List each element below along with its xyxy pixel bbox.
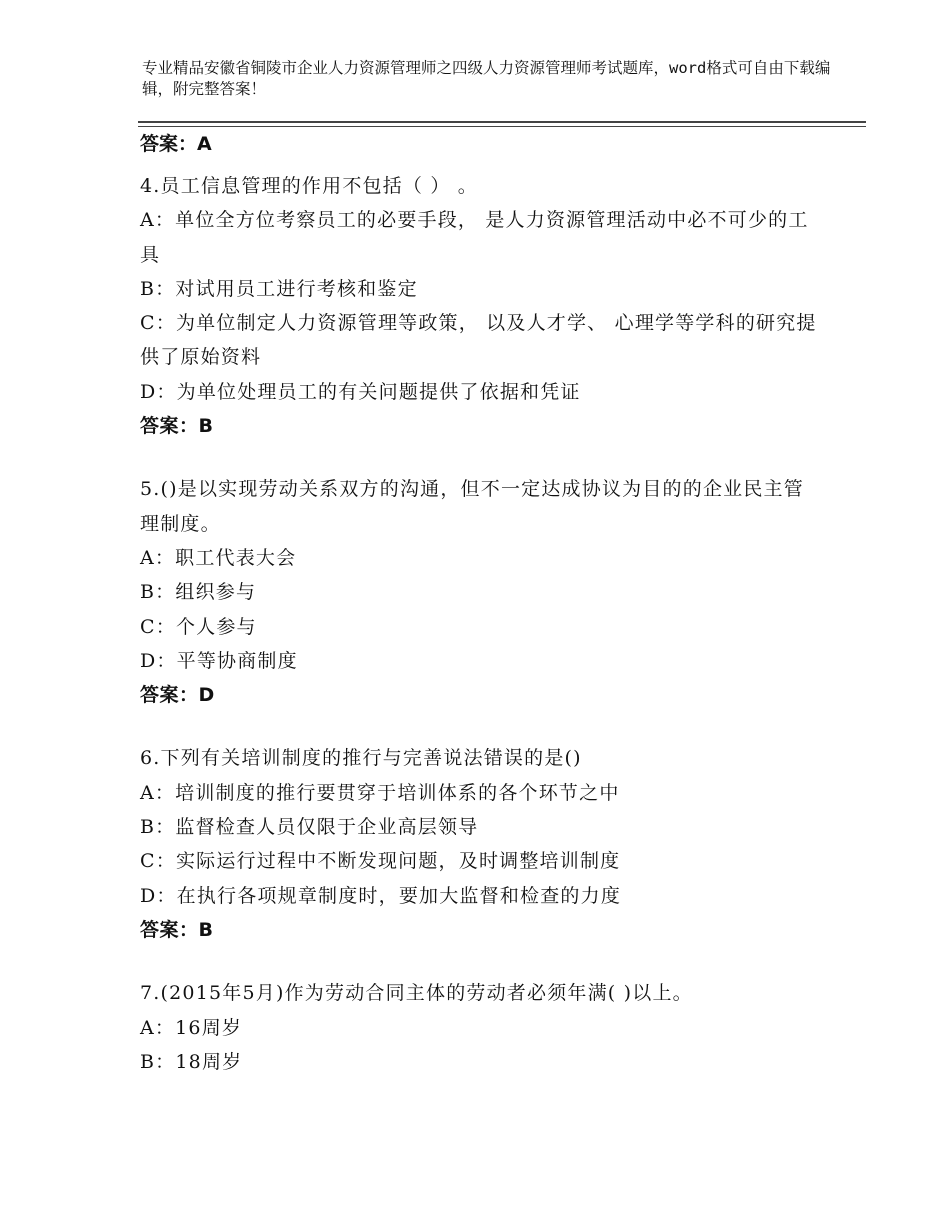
previous-answer: 答案：A (140, 133, 212, 155)
option-d: D：在执行各项规章制度时，要加大监督和检查的力度 (140, 884, 622, 907)
question-7 (140, 976, 820, 1079)
option-d: D：为单位处理员工的有关问题提供了依据和凭证 (140, 380, 581, 403)
answer: 答案：B (140, 918, 214, 941)
option-c: C：为单位制定人力资源管理等政策， 以及人才学、 心理学等学科的研究提供了原始资料 (140, 312, 817, 369)
header-rule-thick (138, 121, 866, 123)
answer: 答案：D (140, 684, 215, 707)
option-a: A：16周岁 (140, 1016, 243, 1039)
option-a: A：培训制度的推行要贯穿于培训体系的各个环节之中 (140, 781, 620, 804)
header-rule-thin (138, 126, 866, 127)
option-a: A：职工代表大会 (140, 546, 297, 569)
question-list (140, 169, 820, 1079)
option-b: B：监督检查人员仅限于企业高层领导 (140, 816, 479, 839)
question-6 (140, 741, 820, 947)
answer: 答案：B (140, 415, 214, 438)
option-d: D：平等协商制度 (140, 649, 298, 672)
option-b: B：组织参与 (140, 581, 257, 604)
option-b: B：对试用员工进行考核和鉴定 (140, 277, 418, 300)
document-header: 专业精品安徽省铜陵市企业人力资源管理师之四级人力资源管理师考试题库，word格式可自由下载编辑，附完整答案！ (142, 59, 831, 98)
option-b: B：18周岁 (140, 1050, 243, 1073)
option-a: A：单位全方位考察员工的必要手段， 是人力资源管理活动中必不可少的工具 (140, 209, 809, 266)
question-4 (140, 169, 820, 443)
question-stem: 6.下列有关培训制度的推行与完善说法错误的是() (140, 747, 582, 770)
question-5 (140, 472, 820, 712)
option-c: C：个人参与 (140, 615, 257, 638)
question-stem: 7.(2015年5月)作为劳动合同主体的劳动者必须年满( )以上。 (140, 982, 693, 1005)
question-stem: 4.员工信息管理的作用不包括（ ） 。 (140, 175, 479, 197)
question-stem: 5.()是以实现劳动关系双方的沟通，但不一定达成协议为目的的企业民主管理制度。 (140, 478, 804, 535)
option-c: C：实际运行过程中不断发现问题，及时调整培训制度 (140, 850, 621, 873)
